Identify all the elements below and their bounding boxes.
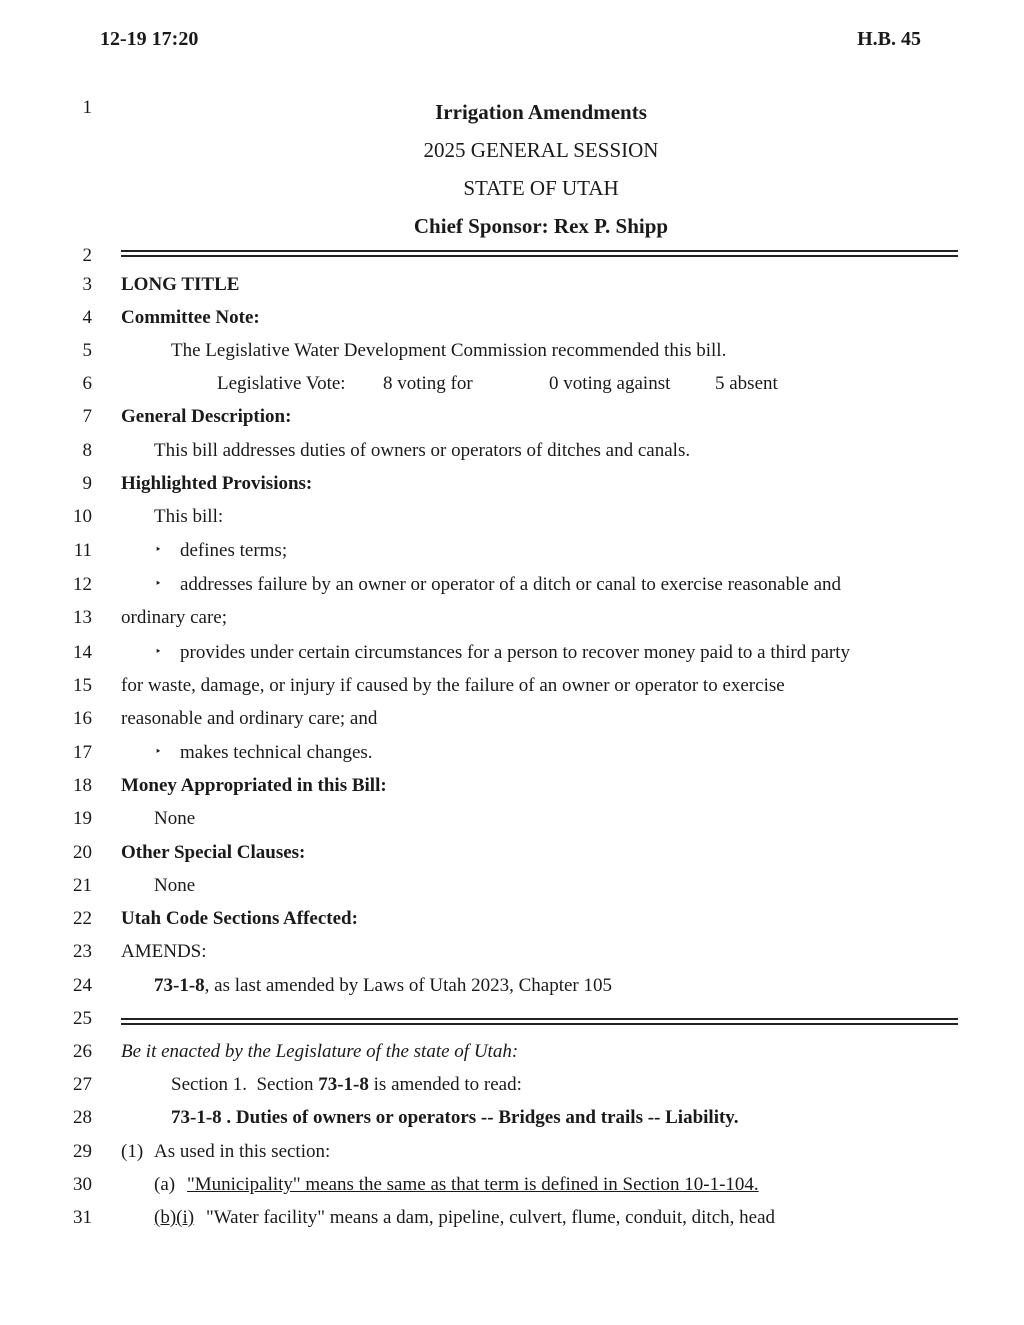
line-16 [0,708,1024,734]
line-number: 29 [73,1141,92,1162]
line-number: 2 [82,245,92,266]
line-number: 12 [73,574,92,595]
line-25 [0,1008,1024,1034]
list-item-continuation: ordinary care; [121,607,228,628]
line-number: 9 [82,473,92,494]
line-number: 27 [73,1074,92,1095]
section-heading: 73-1-8 . Duties of owners or operators -- Bridges and trails -- Liability. [171,1107,739,1128]
line-number: 19 [73,808,92,829]
list-item [154,742,373,764]
line-3 [0,274,1024,300]
line-number: 22 [73,908,92,929]
line-12 [0,574,1024,600]
money-appropriated-heading: Money Appropriated in this Bill: [121,775,387,796]
special-clauses-heading: Other Special Clauses: [121,842,306,863]
line-number: 24 [73,975,92,996]
line-17 [0,742,1024,768]
general-description-text: This bill addresses duties of owners or operators of ditches and canals. [154,440,691,461]
header-timestamp: 12-19 17:20 [100,28,199,50]
general-description-heading: General Description: [121,406,292,427]
long-title-heading: LONG TITLE [121,274,240,295]
definition-text: "Water facility" means a dam, pipeline, culvert, flume, conduit, ditch, head [206,1207,776,1228]
money-appropriated-value: None [154,808,196,829]
line-13 [0,607,1024,633]
committee-note-heading: Committee Note: [121,307,260,328]
subsection-text: As used in this section: [154,1141,331,1162]
line-7 [0,406,1024,432]
header-bill-number: H.B. 45 [857,28,921,50]
line-5 [0,340,1024,366]
code-sections-heading: Utah Code Sections Affected: [121,908,358,929]
section-number: 73-1-8 [318,1074,369,1095]
subsection-number: (1) [121,1141,144,1162]
line-18 [0,775,1024,801]
section-number: 73-1-8 [154,975,205,996]
line-4 [0,307,1024,333]
line-number: 4 [82,307,92,328]
line-number: 26 [73,1041,92,1062]
bullet-icon: ‣ [155,578,162,591]
line-number: 1 [82,97,92,118]
section-amendment-statement [171,1074,522,1096]
line-number: 14 [73,642,92,663]
bill-title: Irrigation Amendments [435,100,647,124]
line-number: 28 [73,1107,92,1128]
line-28 [0,1107,1024,1133]
line-31 [0,1207,1024,1233]
line-24 [0,975,1024,1001]
line-number: 7 [82,406,92,427]
session-label: 2025 GENERAL SESSION [423,138,659,162]
line-6 [0,373,1024,399]
amended-section [154,975,612,997]
amends-label: AMENDS: [121,941,207,962]
line-9 [0,473,1024,499]
special-clauses-value: None [154,875,196,896]
inserted-definition-text: "Municipality" means the same as that term is defined in Section 10-1-104. [187,1174,759,1195]
line-number: 20 [73,842,92,863]
line-2 [0,245,1024,271]
vote-for: 8 voting for [383,373,473,394]
line-number: 23 [73,941,92,962]
line-15 [0,675,1024,701]
vote-label: Legislative Vote: [217,373,346,394]
line-11 [0,540,1024,566]
chief-sponsor: Chief Sponsor: Rex P. Shipp [413,214,669,238]
list-item-text: provides under certain circumstances for a person to recover money paid to a third party [180,642,851,663]
divider-rule-top [121,1018,958,1020]
section-citation: , as last amended by Laws of Utah 2023, Chapter 105 [204,975,613,996]
vote-absent: 5 absent [715,373,778,394]
line-number: 3 [82,274,92,295]
subsection-number: (a) [154,1174,176,1195]
line-number: 17 [73,742,92,763]
line-30 [0,1174,1024,1200]
divider-rule-bottom [121,255,958,257]
provisions-intro: This bill: [154,506,224,527]
line-23 [0,941,1024,967]
line-8 [0,440,1024,466]
line-19 [0,808,1024,834]
line-number: 25 [73,1008,92,1029]
list-item [154,642,850,664]
divider-rule-top [121,250,958,252]
enacting-clause: Be it enacted by the Legislature of the state of Utah: [121,1041,519,1062]
line-29 [0,1141,1024,1167]
committee-note-text: The Legislative Water Development Commission recommended this bill. [171,340,727,361]
list-item-continuation: reasonable and ordinary care; and [121,708,378,729]
line-21 [0,875,1024,901]
line-number: 21 [73,875,92,896]
statement-prefix: Section 1. Section [171,1074,319,1095]
line-14 [0,642,1024,668]
list-item-text: defines terms; [180,540,288,561]
subsection-number: (b)(i) [154,1207,195,1228]
divider-rule-bottom [121,1023,958,1025]
state-label: STATE OF UTAH [463,176,619,200]
bullet-icon: ‣ [155,746,162,759]
line-number: 13 [73,607,92,628]
vote-against: 0 voting against [549,373,671,394]
list-item-text: addresses failure by an owner or operator of a ditch or canal to exercise reasonable and [180,574,842,595]
line-20 [0,842,1024,868]
line-number: 8 [82,440,92,461]
list-item-text: makes technical changes. [180,742,373,763]
line-number: 16 [73,708,92,729]
list-item [154,574,841,596]
line-number: 15 [73,675,92,696]
line-22 [0,908,1024,934]
statement-suffix: is amended to read: [368,1074,522,1095]
line-number: 6 [82,373,92,394]
line-26 [0,1041,1024,1067]
line-number: 11 [73,540,92,561]
line-number: 30 [73,1174,92,1195]
bullet-icon: ‣ [155,544,162,557]
list-item-continuation: for waste, damage, or injury if caused by the failure of an owner or operator to exercise [121,675,785,696]
bullet-icon: ‣ [155,646,162,659]
line-27 [0,1074,1024,1100]
line-number: 5 [82,340,92,361]
highlighted-provisions-heading: Highlighted Provisions: [121,473,313,494]
list-item [154,540,287,562]
line-number: 31 [73,1207,92,1228]
line-number: 18 [73,775,92,796]
line-number: 10 [73,506,92,527]
line-10 [0,506,1024,532]
